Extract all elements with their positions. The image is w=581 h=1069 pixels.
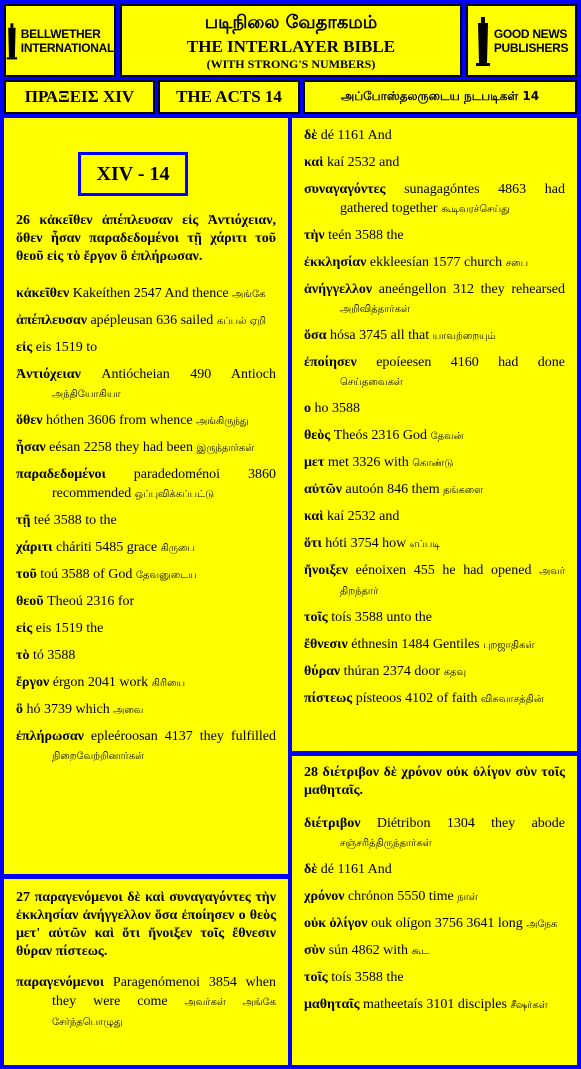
gloss: toís 3588 unto the xyxy=(331,610,432,625)
gloss: toú 3588 of God xyxy=(40,567,133,582)
word-entry xyxy=(304,608,565,628)
greek-word: ο xyxy=(304,401,311,416)
gloss: éthnesin 1484 Gentiles xyxy=(351,637,480,652)
greek-word: καὶ xyxy=(304,155,324,170)
gloss: eis 1519 to xyxy=(35,340,98,355)
word-entry xyxy=(304,180,565,219)
greek-word: ὅσα xyxy=(304,328,327,343)
tamil-gloss: புறஜாதிகள் xyxy=(483,640,535,651)
word-entry xyxy=(304,153,565,173)
gloss: ouk olígon 3756 3641 long xyxy=(371,916,523,931)
greek-word: θύραν xyxy=(304,664,341,679)
right-panel xyxy=(292,118,577,751)
word-entry xyxy=(16,700,276,720)
good-news-logo xyxy=(466,4,577,77)
gloss: ho 3588 xyxy=(314,401,360,416)
tower-icon xyxy=(475,15,491,67)
word-entry xyxy=(16,338,276,358)
chapter-box: XIV - 14 xyxy=(78,152,188,196)
gloss: dé 1161 And xyxy=(320,128,392,143)
tamil-gloss: யாவற்றையும் xyxy=(432,331,496,342)
word-entry xyxy=(16,411,276,431)
greek-word: ἀπέπλευσαν xyxy=(16,313,87,328)
gloss: Theoú 2316 for xyxy=(47,594,135,609)
greek-word: κἀκεῖθεν xyxy=(16,286,70,301)
left-panel-2 xyxy=(4,879,288,1065)
logo-line-1: GOOD NEWS xyxy=(493,26,568,41)
gloss: eénoixen 455 he had opened xyxy=(355,563,532,578)
greek-word: ἦσαν xyxy=(16,440,46,455)
title-block xyxy=(120,4,462,77)
page-title: THE INTERLAYER BIBLE xyxy=(186,37,396,56)
gloss: toís 3588 the xyxy=(331,970,404,985)
greek-word: τῇ xyxy=(16,513,31,528)
greek-word: μετ xyxy=(304,455,325,470)
title-tamil: படிநிலை வேதாகமம் xyxy=(204,12,378,33)
gloss: dé 1161 And xyxy=(320,862,392,877)
tamil-gloss: அறிவித்தார்கள் xyxy=(340,304,410,315)
greek-word: σὺν xyxy=(304,943,326,958)
tamil-gloss: சீஷர்கள் xyxy=(510,1000,548,1011)
greek-word: θεὸς xyxy=(304,428,331,443)
greek-word: ἤνοιξεν xyxy=(304,563,349,578)
greek-word: ἐκκλησίαν xyxy=(304,255,367,270)
word-entry xyxy=(304,534,565,554)
greek-word: παραγενόμενοι xyxy=(16,975,105,990)
greek-word: εἰς xyxy=(16,340,33,355)
gloss: epleéroosan 4137 they fulfilled xyxy=(90,729,276,744)
tamil-gloss: அவை xyxy=(113,705,144,716)
greek-word: ἐποίησεν xyxy=(304,355,357,370)
gloss: matheetaís 3101 disciples xyxy=(363,997,507,1012)
greek-word: μαθηταῖς xyxy=(304,997,360,1012)
greek-word: τὴν xyxy=(304,228,325,243)
word-entry xyxy=(16,538,276,558)
tamil-gloss: அங்கே xyxy=(232,289,266,300)
word-entry xyxy=(304,689,565,709)
greek-word: ἔθνεσιν xyxy=(304,637,348,652)
greek-word: ὅθεν xyxy=(16,413,43,428)
gloss: Kakeíthen 2547 And thence xyxy=(72,286,229,301)
gloss: cháriti 5485 grace xyxy=(56,540,158,555)
tamil-gloss: கதவு xyxy=(443,667,467,678)
gloss: Theós 2316 God xyxy=(333,428,428,443)
word-entry xyxy=(16,592,276,612)
word-entry xyxy=(304,226,565,246)
gloss: eis 1519 the xyxy=(35,621,104,636)
gloss: kaí 2532 and xyxy=(327,155,400,170)
greek-word: καὶ xyxy=(304,509,324,524)
gloss: met 3326 with xyxy=(327,455,409,470)
gloss: eésan 2258 they had been xyxy=(49,440,193,455)
word-entry xyxy=(304,253,565,273)
tamil-gloss: நிறைவேற்றினார்கள் xyxy=(52,751,145,762)
greek-word: αὐτῶν xyxy=(304,482,343,497)
book-greek: ΠΡΑΞΕΙΣ XIV xyxy=(4,80,155,114)
verse-26-text: 26 κἀκεῖθεν ἀπέπλευσαν εἰς Ἀντιόχειαν, ὅθεν ἦσαν παραδεδομένοι τῇ χάριτι τοῦ θεοῦ εἰς τὸ ἔργον ὃ ἐπλήρωσαν. xyxy=(16,213,276,264)
verse-27-text: 27 παραγενόμενοι δὲ καὶ συναγαγόντες τὴν ἐκκλησίαν ἀνήγγελλον ὅσα ἐποίησεν ο θεὸς μετ' αὐτῶν καὶ ὅτι ἤνοιξεν τοῖς ἔθνεσιν θύραν πίστεως. xyxy=(16,890,276,959)
tamil-gloss: சபை xyxy=(505,258,529,269)
greek-word: συναγαγόντες xyxy=(304,182,386,197)
word-entry xyxy=(16,365,276,404)
greek-word: εἰς xyxy=(16,621,33,636)
word-entry xyxy=(304,326,565,346)
tamil-gloss: செய்தவைகள் xyxy=(340,377,403,388)
tamil-gloss: அவர் திறந்தார் xyxy=(340,566,565,597)
gloss: kaí 2532 and xyxy=(327,509,400,524)
word-entry xyxy=(16,311,276,331)
greek-word: ἔργον xyxy=(16,675,50,690)
gloss: hó 3739 which xyxy=(26,702,110,717)
tower-icon xyxy=(6,15,18,67)
tamil-gloss: சஞ்சரித்திருந்தார்கள் xyxy=(340,838,432,849)
greek-word: τοῖς xyxy=(304,970,328,985)
left-panel xyxy=(4,118,288,874)
gloss: Antiócheian 490 Antioch xyxy=(101,367,276,382)
tamil-gloss: தங்களை xyxy=(443,485,484,496)
greek-word: πίστεως xyxy=(304,691,353,706)
tamil-gloss: அநேக xyxy=(526,919,558,930)
tamil-gloss: கூடிவரச்செய்து xyxy=(441,204,510,215)
word-entry xyxy=(304,662,565,682)
word-entry xyxy=(304,635,565,655)
word-entry xyxy=(16,646,276,666)
page-subtitle: (WITH STRONG'S NUMBERS) xyxy=(206,57,376,71)
gloss: hóthen 3606 from whence xyxy=(46,413,193,428)
greek-word: ὃ xyxy=(16,702,23,717)
gloss: érgon 2041 work xyxy=(52,675,149,690)
word-entry xyxy=(16,565,276,585)
word-entry xyxy=(304,995,565,1015)
tamil-gloss: எப்படி xyxy=(409,539,441,550)
greek-word: Ἀντιόχειαν xyxy=(16,367,81,382)
word-entry xyxy=(16,465,276,504)
right-panel-2 xyxy=(292,756,577,1065)
word-entry xyxy=(304,426,565,446)
word-entry xyxy=(16,619,276,639)
word-entry xyxy=(304,353,565,392)
tamil-gloss: விசுவாசத்தின் xyxy=(480,694,544,705)
word-entry xyxy=(304,280,565,319)
gloss: aneéngellon 312 they rehearsed xyxy=(378,282,566,297)
tamil-gloss: தேவன் xyxy=(430,431,464,442)
gloss: sún 4862 with xyxy=(328,943,408,958)
gloss: tó 3588 xyxy=(32,648,76,663)
gloss: apépleusan 636 sailed xyxy=(90,313,214,328)
greek-word: δὲ xyxy=(304,128,318,143)
word-entry xyxy=(304,914,565,934)
tamil-gloss: கிரியை xyxy=(151,678,186,689)
gloss: písteoos 4102 of faith xyxy=(355,691,478,706)
gloss: teén 3588 the xyxy=(328,228,404,243)
logo-line-2: INTERNATIONAL xyxy=(20,40,114,55)
gloss: ekkleesían 1577 church xyxy=(369,255,503,270)
gloss: sunagagóntes 4863 had gathered together xyxy=(340,182,565,216)
greek-word: ἀνήγγελλον xyxy=(304,282,373,297)
greek-word: τοῖς xyxy=(304,610,328,625)
greek-word: θεοῦ xyxy=(16,594,44,609)
greek-word: διέτριβον xyxy=(304,816,361,831)
word-entry xyxy=(304,453,565,473)
tamil-gloss: கிருபை xyxy=(160,543,195,554)
gloss: hóti 3754 how xyxy=(325,536,407,551)
gloss: chrónon 5550 time xyxy=(347,889,454,904)
logo-line-2: PUBLISHERS xyxy=(493,40,569,55)
word-list xyxy=(16,284,276,766)
greek-word: τὸ xyxy=(16,648,30,663)
tamil-gloss: அவர்கள் அங்கே சேர்ந்தபொழுது xyxy=(52,997,276,1028)
word-entry xyxy=(16,511,276,531)
bellwether-logo xyxy=(4,4,116,77)
tamil-gloss: அங்கிருந்து xyxy=(196,416,249,427)
word-entry xyxy=(16,973,276,1032)
gloss: Diétribon 1304 they abode xyxy=(376,816,566,831)
logo-line-1: BELLWETHER xyxy=(20,26,101,41)
word-entry xyxy=(304,968,565,988)
word-entry xyxy=(304,814,565,853)
book-english: THE ACTS 14 xyxy=(158,80,300,114)
word-entry xyxy=(304,480,565,500)
gloss: paradedoménoi 3860 recommended xyxy=(52,467,276,501)
word-entry xyxy=(304,507,565,527)
greek-word: χρόνον xyxy=(304,889,345,904)
word-entry xyxy=(16,673,276,693)
greek-word: ἐπλήρωσαν xyxy=(16,729,84,744)
greek-word: ὅτι xyxy=(304,536,322,551)
word-entry xyxy=(304,126,565,146)
word-entry xyxy=(16,438,276,458)
word-entry xyxy=(304,941,565,961)
gloss: thúran 2374 door xyxy=(343,664,441,679)
greek-word: δὲ xyxy=(304,862,318,877)
tamil-gloss: கூட xyxy=(411,946,430,957)
tamil-gloss: தேவனுடைய xyxy=(135,570,197,581)
word-entry xyxy=(16,284,276,304)
greek-word: οὐκ ὀλίγον xyxy=(304,916,368,931)
gloss: Paragenómenoi 3854 when they were come xyxy=(52,975,276,1009)
word-entry xyxy=(304,860,565,880)
word-entry xyxy=(304,399,565,419)
greek-word: τοῦ xyxy=(16,567,37,582)
gloss: autoón 846 them xyxy=(345,482,440,497)
gloss: hósa 3745 all that xyxy=(329,328,430,343)
tamil-gloss: கப்பல் ஏறி xyxy=(216,316,266,327)
gloss: epoíeesen 4160 had done xyxy=(376,355,566,370)
word-entry xyxy=(304,561,565,601)
tamil-gloss: அந்தியோகியா xyxy=(52,389,121,400)
tamil-gloss: கொண்டு xyxy=(412,458,454,469)
verse-28-text: 28 διέτριβον δὲ χρόνον οὐκ ὀλίγον σὺν τοῖς μαθηταῖς. xyxy=(304,765,565,798)
greek-word: χάριτι xyxy=(16,540,53,555)
greek-word: παραδεδομένοι xyxy=(16,467,106,482)
word-entry xyxy=(16,727,276,766)
tamil-gloss: இருந்தார்கள் xyxy=(196,443,255,454)
tamil-gloss: ஒப்புவிக்கப்பட்டு xyxy=(134,489,214,500)
tamil-gloss: நாள் xyxy=(457,892,478,903)
book-tamil: அப்போஸ்தலருடைய நடபடிகள் 14 xyxy=(303,80,577,114)
gloss: teé 3588 to the xyxy=(33,513,117,528)
word-entry xyxy=(304,887,565,907)
